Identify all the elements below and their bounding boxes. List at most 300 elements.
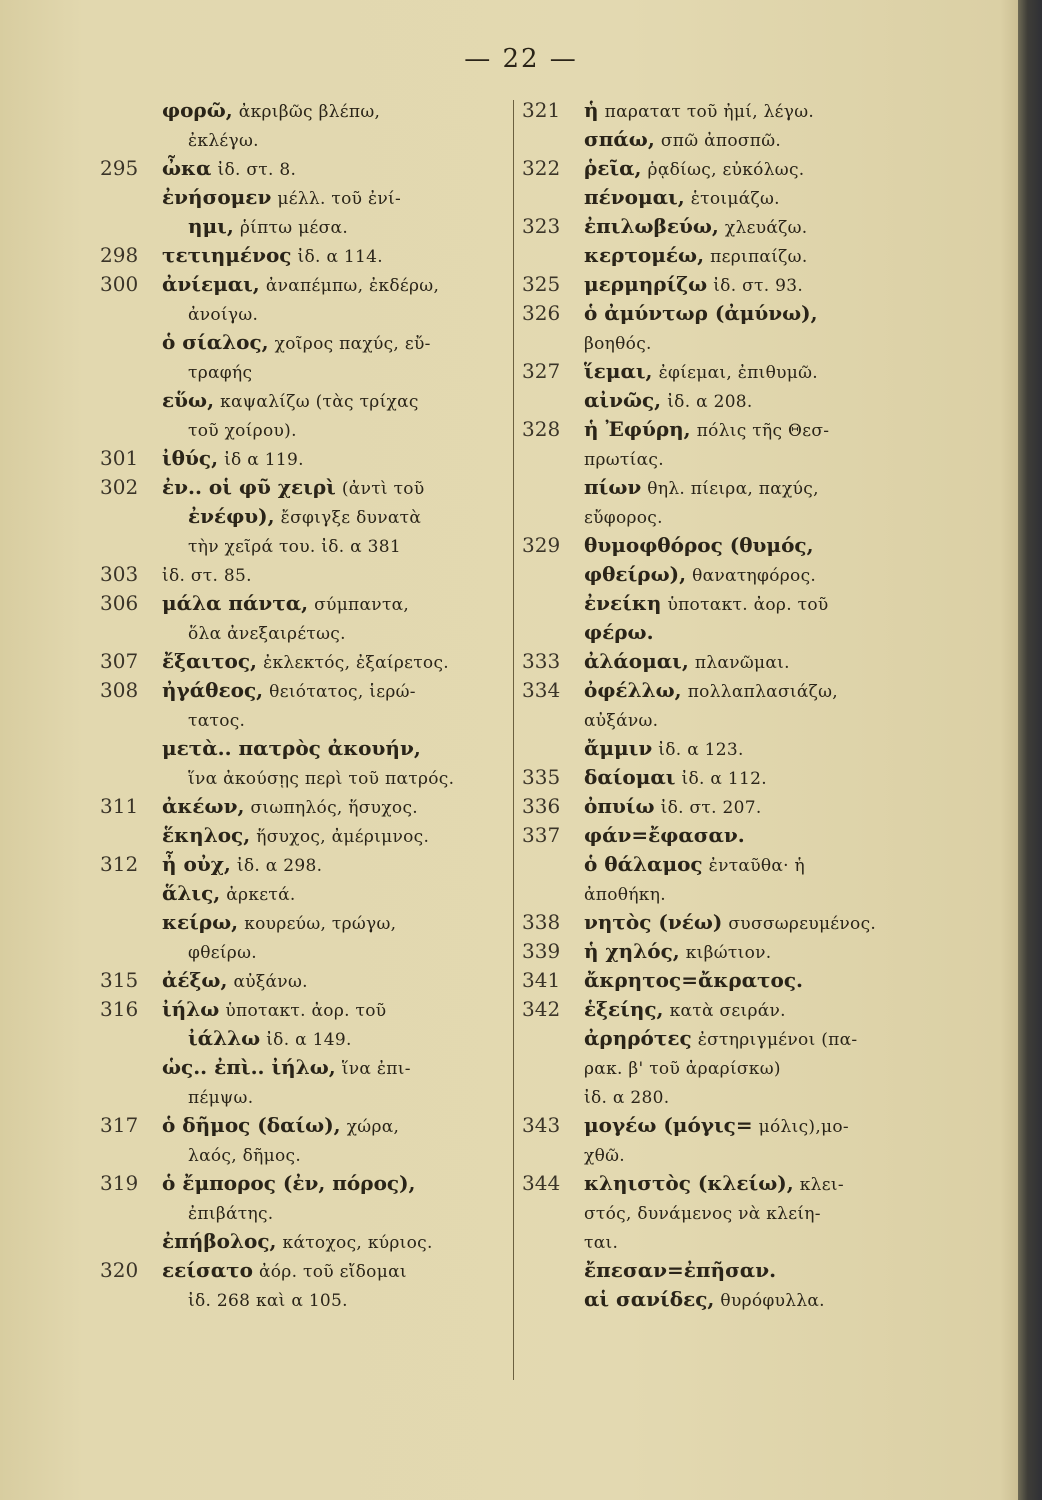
headword: ὁ σίαλος, — [162, 330, 269, 354]
entry-text — [188, 763, 454, 794]
gloss: ἰδ. στ. 207. — [660, 798, 762, 818]
verse-number: 327 — [522, 359, 561, 383]
headword: ὁ θάλαμος — [584, 852, 703, 876]
verse-number: 322 — [522, 156, 561, 180]
entry-text — [162, 444, 304, 475]
entry-line — [522, 241, 1022, 270]
headword: ὁ ἔμπορος (ἐν, πόρος), — [162, 1171, 416, 1195]
entry-line — [522, 415, 1022, 444]
entry-line — [522, 908, 1022, 937]
entry-text — [162, 647, 449, 678]
gloss: τραφής — [188, 363, 253, 383]
entry-text — [188, 705, 245, 736]
entry-text — [162, 560, 252, 591]
verse-number: 301 — [100, 446, 139, 470]
headword: φθείρω), — [584, 562, 687, 586]
gloss: πόλις τῆς Θεσ- — [696, 421, 830, 441]
gloss: ἰδ. στ. 85. — [162, 566, 252, 586]
gloss: κλει- — [799, 1175, 844, 1195]
entry-line — [522, 1140, 1022, 1169]
verse-number: 339 — [522, 939, 561, 963]
verse-number: 300 — [100, 272, 139, 296]
gloss: ἰδ. α 298. — [236, 856, 323, 876]
gloss: σπῶ ἀποσπῶ. — [660, 131, 782, 151]
entry-line — [522, 705, 1022, 734]
headword: κερτομέω, — [584, 243, 705, 267]
entry-text — [162, 1227, 433, 1258]
gloss: ἵνα ἐπι- — [341, 1059, 411, 1079]
entry-text — [584, 908, 876, 939]
gloss: ῥᾳδίως, εὐκόλως. — [647, 160, 805, 180]
entry-text — [584, 705, 658, 736]
entry-line — [522, 502, 1022, 531]
headword: ἀκέων, — [162, 794, 245, 818]
gloss: ἰδ. α 280. — [584, 1088, 670, 1108]
entry-text — [162, 1256, 407, 1287]
headword: ἀνίεμαι, — [162, 272, 260, 296]
entry-text — [584, 1140, 625, 1171]
headword: ἰάλλω — [188, 1026, 261, 1050]
binding-edge — [1018, 0, 1042, 1500]
headword: ὁ ἀμύντωρ (ἀμύνω), — [584, 301, 818, 325]
headword: ἡ χηλός, — [584, 939, 680, 963]
entry-text — [584, 589, 829, 620]
headword: πίων — [584, 475, 642, 499]
gloss: κουρεύω, τρώγω, — [244, 914, 397, 934]
entry-text — [584, 96, 814, 127]
entry-line — [522, 96, 1022, 125]
headword: ὁ δῆμος (δαίω), — [162, 1113, 341, 1137]
entry-text — [584, 1024, 857, 1055]
headword: ἄμμιν — [584, 736, 653, 760]
entry-text — [584, 531, 814, 562]
verse-number: 341 — [522, 968, 561, 992]
headword: ἑξείης, — [584, 997, 664, 1021]
headword: ἀλάομαι, — [584, 649, 689, 673]
verse-number: 323 — [522, 214, 561, 238]
gloss: ἰδ α 119. — [224, 450, 304, 470]
entry-line — [522, 618, 1022, 647]
gloss: παρατατ τοῦ ἠμί, λέγω. — [604, 102, 815, 122]
verse-number: 344 — [522, 1171, 561, 1195]
verse-number: 315 — [100, 968, 139, 992]
gloss: ὑποτακτ. ἀορ. τοῦ — [667, 595, 829, 615]
gloss: ρακ. β' τοῦ ἀραρίσκω) — [584, 1059, 781, 1079]
entry-text — [188, 531, 401, 562]
gloss: βοηθός. — [584, 334, 652, 354]
gloss: μέλλ. τοῦ ἐνί- — [277, 189, 402, 209]
entry-text — [584, 357, 818, 388]
headword: σπάω, — [584, 127, 655, 151]
gloss: κιβώτιον. — [685, 943, 772, 963]
entry-text — [162, 966, 308, 997]
verse-number: 337 — [522, 823, 561, 847]
gloss: ἰδ. α 112. — [681, 769, 767, 789]
headword: μογέω (μόγις= — [584, 1113, 753, 1137]
entry-line — [522, 1053, 1022, 1082]
entry-line — [522, 1285, 1022, 1314]
entry-text — [584, 125, 781, 156]
gloss: θανατηφόρος. — [692, 566, 817, 586]
entry-text — [162, 589, 409, 620]
headword: φορῶ, — [162, 98, 233, 122]
headword: αἰνῶς, — [584, 388, 662, 412]
gloss: ἐνταῦθα· ἡ — [708, 856, 806, 876]
gloss: ἑτοιμάζω. — [690, 189, 780, 209]
entry-text — [584, 1256, 776, 1287]
entry-line — [522, 473, 1022, 502]
entry-line — [522, 1198, 1022, 1227]
entry-line — [522, 937, 1022, 966]
entry-text — [584, 299, 818, 330]
verse-number: 321 — [522, 98, 561, 122]
headword: ἡ — [584, 98, 599, 122]
headword: ἐν.. οἱ φῦ χειρὶ — [162, 475, 336, 499]
verse-number: 326 — [522, 301, 561, 325]
entry-text — [188, 1024, 352, 1055]
entry-line — [522, 1256, 1022, 1285]
gloss: ἀκριβῶς βλέπω, — [238, 102, 381, 122]
entry-text — [584, 734, 744, 765]
right-column — [522, 96, 1022, 1314]
headword: πένομαι, — [584, 185, 685, 209]
gloss: ἐφίεμαι, ἐπιθυμῶ. — [658, 363, 819, 383]
entry-line — [522, 212, 1022, 241]
headword: αἱ σανίδες, — [584, 1287, 715, 1311]
entry-text — [188, 937, 257, 968]
gloss: πρωτίας. — [584, 450, 664, 470]
verse-number: 333 — [522, 649, 561, 673]
entry-text — [162, 154, 296, 185]
verse-number: 329 — [522, 533, 561, 557]
entry-text — [584, 647, 790, 678]
headword: ὀφέλλω, — [584, 678, 682, 702]
verse-number: 343 — [522, 1113, 561, 1137]
gloss: ἵνα ἀκούσῃς περὶ τοῦ πατρός. — [188, 769, 455, 789]
column-divider — [513, 100, 514, 1380]
gloss: ῥίπτω μέσα. — [239, 218, 349, 238]
gloss: ἀόρ. τοῦ εἴδομαι — [258, 1262, 407, 1282]
headword: ἅλις, — [162, 881, 221, 905]
entry-line — [522, 1111, 1022, 1140]
entry-line — [522, 386, 1022, 415]
entry-line — [522, 676, 1022, 705]
entry-text — [584, 676, 838, 707]
gloss: (ἀντὶ τοῦ — [341, 479, 425, 499]
verse-number: 295 — [100, 156, 139, 180]
entry-line — [522, 328, 1022, 357]
verse-number: 311 — [100, 794, 139, 818]
headword: ἠγάθεος, — [162, 678, 264, 702]
entry-line — [522, 270, 1022, 299]
verse-number: 302 — [100, 475, 139, 499]
headword: κληιστὸς (κλείω), — [584, 1171, 794, 1195]
entry-text — [584, 1198, 821, 1229]
entry-text — [162, 241, 383, 272]
headword: ἐνέφυ), — [188, 504, 275, 528]
headword: τετιημένος — [162, 243, 292, 267]
headword: ἐνείκη — [584, 591, 662, 615]
entry-text — [188, 502, 421, 533]
gloss: ὑποτακτ. ἀορ. τοῦ — [225, 1001, 387, 1021]
gloss: λαός, δῆμος. — [188, 1146, 302, 1166]
entry-text — [584, 1111, 849, 1142]
entry-text — [584, 241, 808, 272]
gloss: αὐξάνω. — [233, 972, 308, 992]
verse-number: 317 — [100, 1113, 139, 1137]
gloss: εὔφορος. — [584, 508, 663, 528]
verse-number: 334 — [522, 678, 561, 702]
gloss: πολλαπλασιάζω, — [687, 682, 838, 702]
gloss: θειότατος, ἱερώ- — [269, 682, 416, 702]
gloss: κατὰ σειράν. — [669, 1001, 786, 1021]
page-number: — 22 — — [464, 44, 578, 74]
gloss: ὅλα ἀνεξαιρέτως. — [188, 624, 346, 644]
entry-text — [162, 734, 421, 765]
entry-text — [188, 299, 258, 330]
entry-text — [584, 821, 745, 852]
gloss: πέμψω. — [188, 1088, 254, 1108]
entry-text — [584, 386, 753, 417]
entry-line — [522, 560, 1022, 589]
gloss: ἰδ. 268 καὶ α 105. — [188, 1291, 348, 1311]
entry-text — [188, 357, 252, 388]
gloss: ἰδ. α 123. — [658, 740, 744, 760]
gloss: θηλ. πίειρα, παχύς, — [647, 479, 819, 499]
gloss: θυρόφυλλα. — [720, 1291, 825, 1311]
gloss: ἰδ. στ. 8. — [217, 160, 297, 180]
entry-text — [584, 1227, 618, 1258]
entry-text — [188, 618, 346, 649]
gloss: ἐκλέγω. — [188, 131, 259, 151]
gloss: ἰδ. α 114. — [297, 247, 383, 267]
headword: ἕκηλος, — [162, 823, 251, 847]
gloss: σιωπηλός, ἥσυχος. — [250, 798, 418, 818]
entry-text — [162, 821, 429, 852]
entry-text — [584, 328, 652, 359]
verse-number: 328 — [522, 417, 561, 441]
verse-number: 342 — [522, 997, 561, 1021]
entry-text — [162, 908, 396, 939]
gloss: στός, δυνάμενος νὰ κλείη- — [584, 1204, 821, 1224]
gloss: κάτοχος, κύριος. — [282, 1233, 433, 1253]
entry-text — [188, 415, 297, 446]
verse-number: 303 — [100, 562, 139, 586]
verse-number: 325 — [522, 272, 561, 296]
entry-text — [162, 270, 439, 301]
entry-text — [188, 1082, 253, 1113]
gloss: ἐπιβάτης. — [188, 1204, 274, 1224]
gloss: ἰδ. α 208. — [667, 392, 753, 412]
entry-text — [162, 183, 401, 214]
gloss: τὴν χεῖρά του. ἰδ. α 381 — [188, 537, 402, 557]
headword: ὦκα — [162, 156, 212, 180]
gloss: ἀνοίγω. — [188, 305, 259, 325]
headword: δαίομαι — [584, 765, 676, 789]
entry-line — [522, 850, 1022, 879]
headword: ὡς.. ἐπὶ.. ἰήλω, — [162, 1055, 336, 1079]
gloss: ἔσφιγξε δυνατὰ — [280, 508, 422, 528]
verse-number: 307 — [100, 649, 139, 673]
entry-text — [162, 386, 419, 417]
entry-text — [584, 937, 771, 968]
entry-text — [584, 270, 803, 301]
entry-text — [584, 1053, 781, 1084]
verse-number: 312 — [100, 852, 139, 876]
gloss: τοῦ χοίρου). — [188, 421, 297, 441]
entry-text — [584, 560, 816, 591]
headword: ἐπιλωβεύω, — [584, 214, 719, 238]
headword: ἐπήβολος, — [162, 1229, 277, 1253]
entry-text — [584, 1082, 669, 1113]
gloss: αὐξάνω. — [584, 711, 659, 731]
headword: θυμοφθόρος (θυμός, — [584, 533, 814, 557]
verse-number: 308 — [100, 678, 139, 702]
gloss: φθείρω. — [188, 943, 257, 963]
headword: ἡ Ἐφύρη, — [584, 417, 691, 441]
entry-text — [584, 154, 804, 185]
entry-line — [522, 995, 1022, 1024]
gloss: τατος. — [188, 711, 246, 731]
entry-text — [162, 473, 424, 504]
verse-number: 316 — [100, 997, 139, 1021]
gloss: ἰδ. στ. 93. — [713, 276, 804, 296]
headword: ἀέξω, — [162, 968, 228, 992]
verse-number: 320 — [100, 1258, 139, 1282]
entry-text — [584, 618, 654, 649]
headword: κείρω, — [162, 910, 239, 934]
gloss: χώρα, — [346, 1117, 400, 1137]
gloss: ἰδ. α 149. — [266, 1030, 352, 1050]
gloss: περιπαίζω. — [710, 247, 808, 267]
entry-line — [522, 647, 1022, 676]
entry-line — [522, 1082, 1022, 1111]
entry-line — [522, 1227, 1022, 1256]
verse-number: 338 — [522, 910, 561, 934]
entry-text — [162, 879, 296, 910]
headword: ἰήλω — [162, 997, 220, 1021]
entry-line — [522, 1024, 1022, 1053]
entry-text — [584, 1169, 844, 1200]
headword: ἄκρητος=ἄκρατος. — [584, 968, 803, 992]
entry-text — [162, 328, 431, 359]
entry-line — [522, 299, 1022, 328]
entry-text — [584, 444, 664, 475]
entry-line — [522, 879, 1022, 908]
entry-text — [584, 415, 829, 446]
headword: ἀρηρότες — [584, 1026, 692, 1050]
entry-text — [188, 1285, 348, 1316]
verse-number: 306 — [100, 591, 139, 615]
gloss: μόλις),μο- — [758, 1117, 849, 1137]
entry-line — [522, 154, 1022, 183]
headword: μερμηρίζω — [584, 272, 708, 296]
entry-text — [188, 212, 348, 243]
entry-text — [584, 966, 803, 997]
entry-text — [584, 850, 805, 881]
entry-text — [584, 763, 767, 794]
gloss: ἀποθήκη. — [584, 885, 666, 905]
gloss: ἀρκετά. — [226, 885, 296, 905]
entry-text — [584, 792, 762, 823]
entry-text — [188, 125, 259, 156]
gloss: πλανῶμαι. — [694, 653, 790, 673]
entry-line — [522, 1169, 1022, 1198]
entry-line — [522, 966, 1022, 995]
verse-number: 335 — [522, 765, 561, 789]
headword: ἰθύς, — [162, 446, 219, 470]
entry-text — [162, 995, 386, 1026]
entry-text — [584, 183, 780, 214]
headword: ἦ οὐχ, — [162, 852, 231, 876]
entry-text — [162, 1169, 416, 1200]
gloss: καψαλίζω (τὰς τρίχας — [220, 392, 419, 412]
gloss: ται. — [584, 1233, 619, 1253]
gloss: σύμπαντα, — [314, 595, 410, 615]
entry-line — [522, 125, 1022, 154]
entry-line — [522, 531, 1022, 560]
headword: φάν=ἔφασαν. — [584, 823, 745, 847]
gloss: ἀναπέμπω, ἐκδέρω, — [265, 276, 440, 296]
entry-text — [584, 995, 786, 1026]
gloss: χοῖρος παχύς, εὔ- — [274, 334, 431, 354]
entry-text — [584, 1285, 825, 1316]
headword: νητὸς (νέω) — [584, 910, 723, 934]
headword: φέρω. — [584, 620, 654, 644]
gloss: ἥσυχος, ἀμέριμνος. — [256, 827, 430, 847]
entry-text — [162, 676, 416, 707]
entry-text — [162, 850, 322, 881]
gloss: ἐστηριγμένοι (πα- — [697, 1030, 858, 1050]
headword: ἔπεσαν=ἐπῆσαν. — [584, 1258, 777, 1282]
gloss: ἐκλεκτός, ἐξαίρετος. — [263, 653, 449, 673]
entry-text — [162, 96, 380, 127]
verse-number: 319 — [100, 1171, 139, 1195]
gloss: χθῶ. — [584, 1146, 626, 1166]
headword: μετὰ.. πατρὸς ἀκουήν, — [162, 736, 421, 760]
headword: ῥεῖα, — [584, 156, 642, 180]
headword: μάλα πάντα, — [162, 591, 309, 615]
headword: εείσατο — [162, 1258, 253, 1282]
gloss: χλευάζω. — [724, 218, 808, 238]
entry-text — [584, 473, 819, 504]
headword: ημι, — [188, 214, 234, 238]
entry-text — [584, 879, 666, 910]
entry-text — [162, 1111, 399, 1142]
verse-number: 298 — [100, 243, 139, 267]
headword: ὀπυίω — [584, 794, 655, 818]
entry-line — [522, 763, 1022, 792]
entry-text — [188, 1140, 301, 1171]
headword: ἵεμαι, — [584, 359, 653, 383]
headword: ἐνήσομεν — [162, 185, 272, 209]
headword: εὕω, — [162, 388, 215, 412]
entry-text — [584, 212, 808, 243]
entry-line — [522, 589, 1022, 618]
gloss: συσσωρευμένος. — [728, 914, 877, 934]
entry-line — [522, 183, 1022, 212]
entry-text — [584, 502, 663, 533]
entry-line — [522, 444, 1022, 473]
entry-line — [522, 821, 1022, 850]
verse-number: 336 — [522, 794, 561, 818]
entry-line — [522, 734, 1022, 763]
headword: ἔξαιτος, — [162, 649, 258, 673]
entry-text — [188, 1198, 273, 1229]
entry-line — [522, 792, 1022, 821]
entry-text — [162, 1053, 411, 1084]
entry-text — [162, 792, 418, 823]
